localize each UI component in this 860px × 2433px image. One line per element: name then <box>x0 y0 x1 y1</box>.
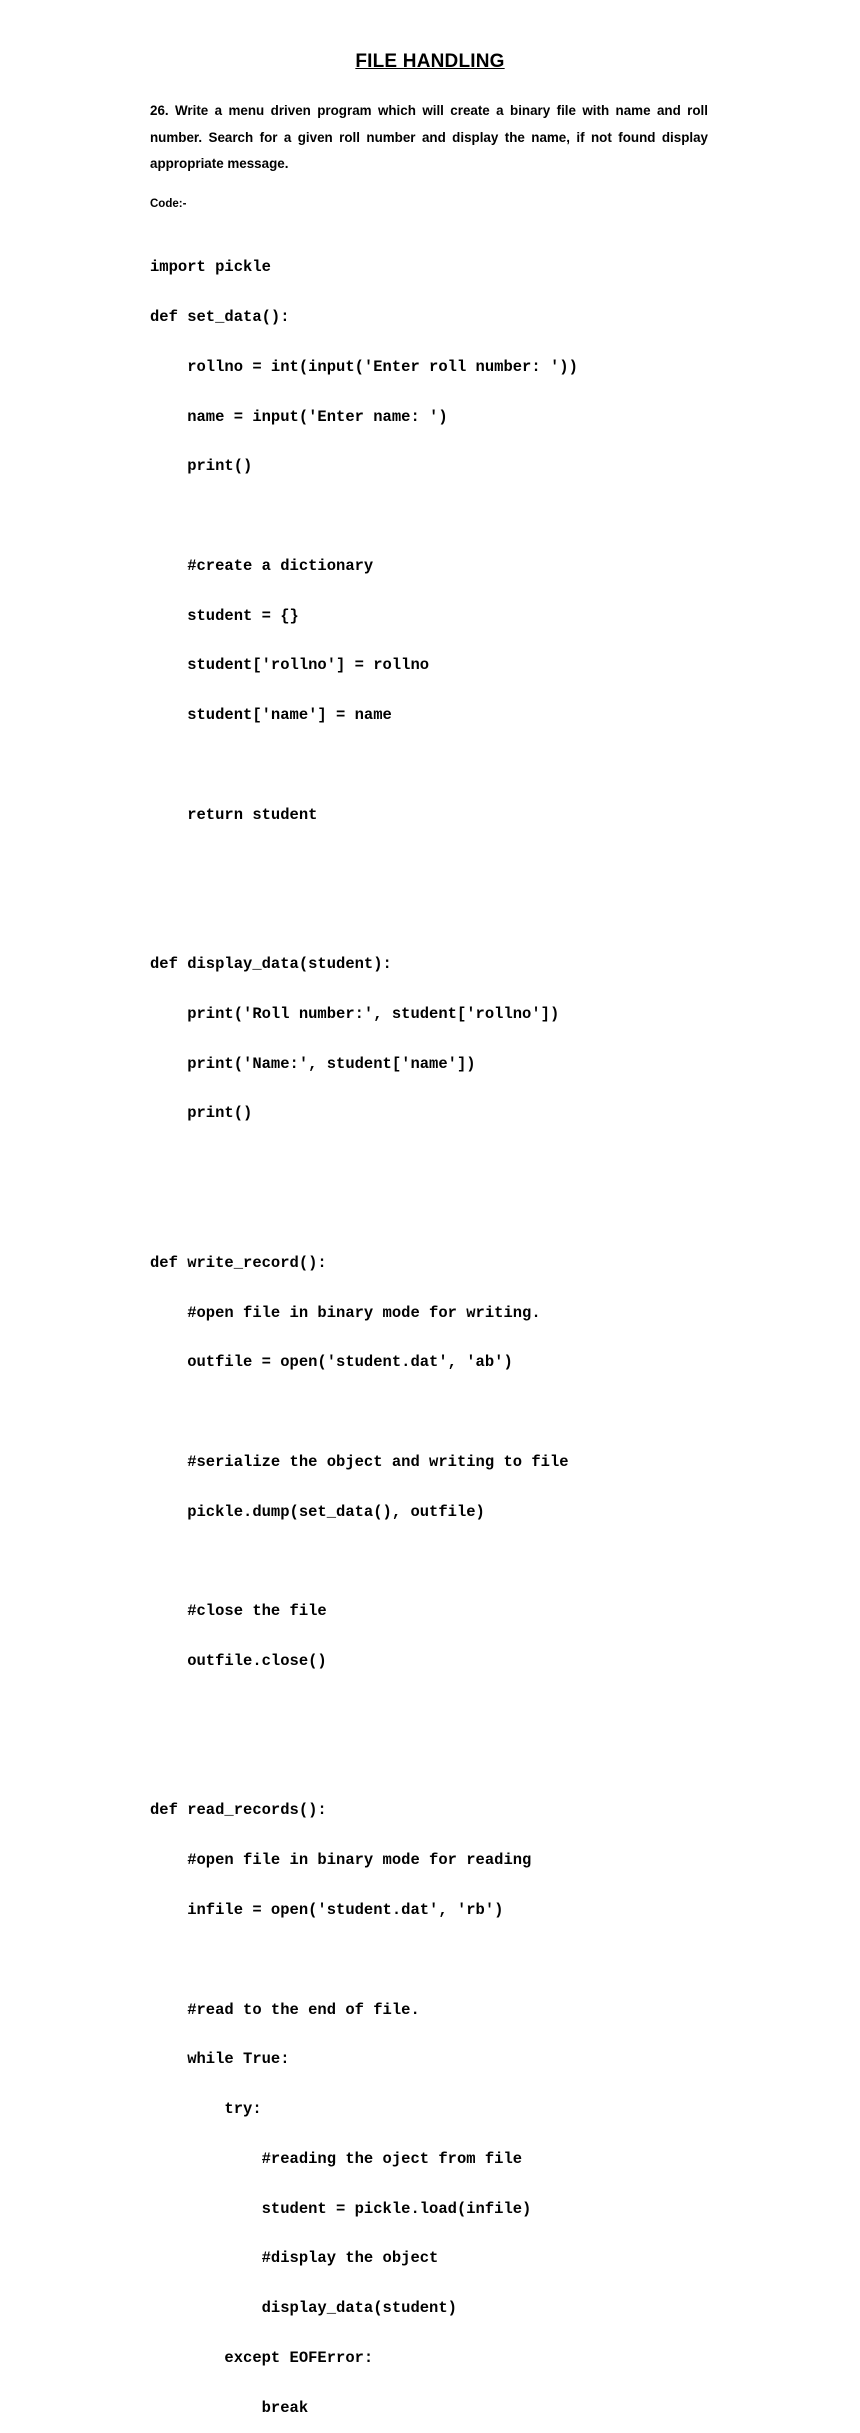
code-line: name = input('Enter name: ') <box>150 407 448 426</box>
code-line <box>150 1952 578 1969</box>
code-line: student['rollno'] = rollno <box>150 656 430 675</box>
code-line <box>150 857 578 874</box>
code-line: while True: <box>150 2050 290 2069</box>
code-line <box>150 1703 578 1720</box>
code-line: #open file in binary mode for reading <box>150 1851 532 1870</box>
code-line: pickle.dump(set_data(), outfile) <box>150 1502 485 1521</box>
code-line: outfile = open('student.dat', 'ab') <box>150 1353 513 1372</box>
code-line <box>150 1205 578 1222</box>
code-line: #serialize the object and writing to file <box>150 1452 569 1471</box>
code-line <box>150 906 578 923</box>
code-line <box>150 1404 578 1421</box>
code-line: #display the object <box>150 2249 439 2268</box>
code-line: def write_record(): <box>150 1253 327 1272</box>
code-line: try: <box>150 2100 262 2119</box>
code-line: student = pickle.load(infile) <box>150 2199 532 2218</box>
code-line: def set_data(): <box>150 307 290 326</box>
question-text: 26. Write a menu driven program which will create a binary file with name and roll number. Search for a given roll number and display the name, if not found display appropriate message. <box>150 103 708 171</box>
code-line: print('Name:', student['name']) <box>150 1054 476 1073</box>
code-line: print() <box>150 457 253 476</box>
code-line: print('Roll number:', student['rollno']) <box>150 1004 560 1023</box>
code-line <box>150 757 578 774</box>
code-heading: Code:- <box>150 198 187 210</box>
code-line: infile = open('student.dat', 'rb') <box>150 1900 504 1919</box>
code-block <box>150 226 578 2433</box>
code-line: #open file in binary mode for writing. <box>150 1303 541 1322</box>
code-line: outfile.close() <box>150 1652 327 1671</box>
code-line: print() <box>150 1104 253 1123</box>
code-line: def display_data(student): <box>150 955 392 974</box>
code-line: def read_records(): <box>150 1801 327 1820</box>
code-line: student['name'] = name <box>150 706 392 725</box>
page-title: FILE HANDLING <box>355 51 505 72</box>
code-line: except EOFError: <box>150 2349 374 2367</box>
code-line: student = {} <box>150 606 299 625</box>
code-line: #create a dictionary <box>150 556 374 575</box>
code-line: #read to the end of file. <box>150 2000 420 2019</box>
code-line: #close the file <box>150 1602 327 1621</box>
code-line: rollno = int(input('Enter roll number: ')) <box>150 357 578 376</box>
code-line: import pickle <box>150 258 271 277</box>
code-line <box>150 1753 578 1770</box>
code-line <box>150 1554 578 1571</box>
code-line: return student <box>150 805 318 824</box>
code-line: #reading the oject from file <box>150 2149 523 2168</box>
code-line: display_data(student) <box>150 2299 457 2318</box>
code-line: break <box>150 2398 309 2417</box>
code-line <box>150 1155 578 1172</box>
code-line <box>150 508 578 525</box>
